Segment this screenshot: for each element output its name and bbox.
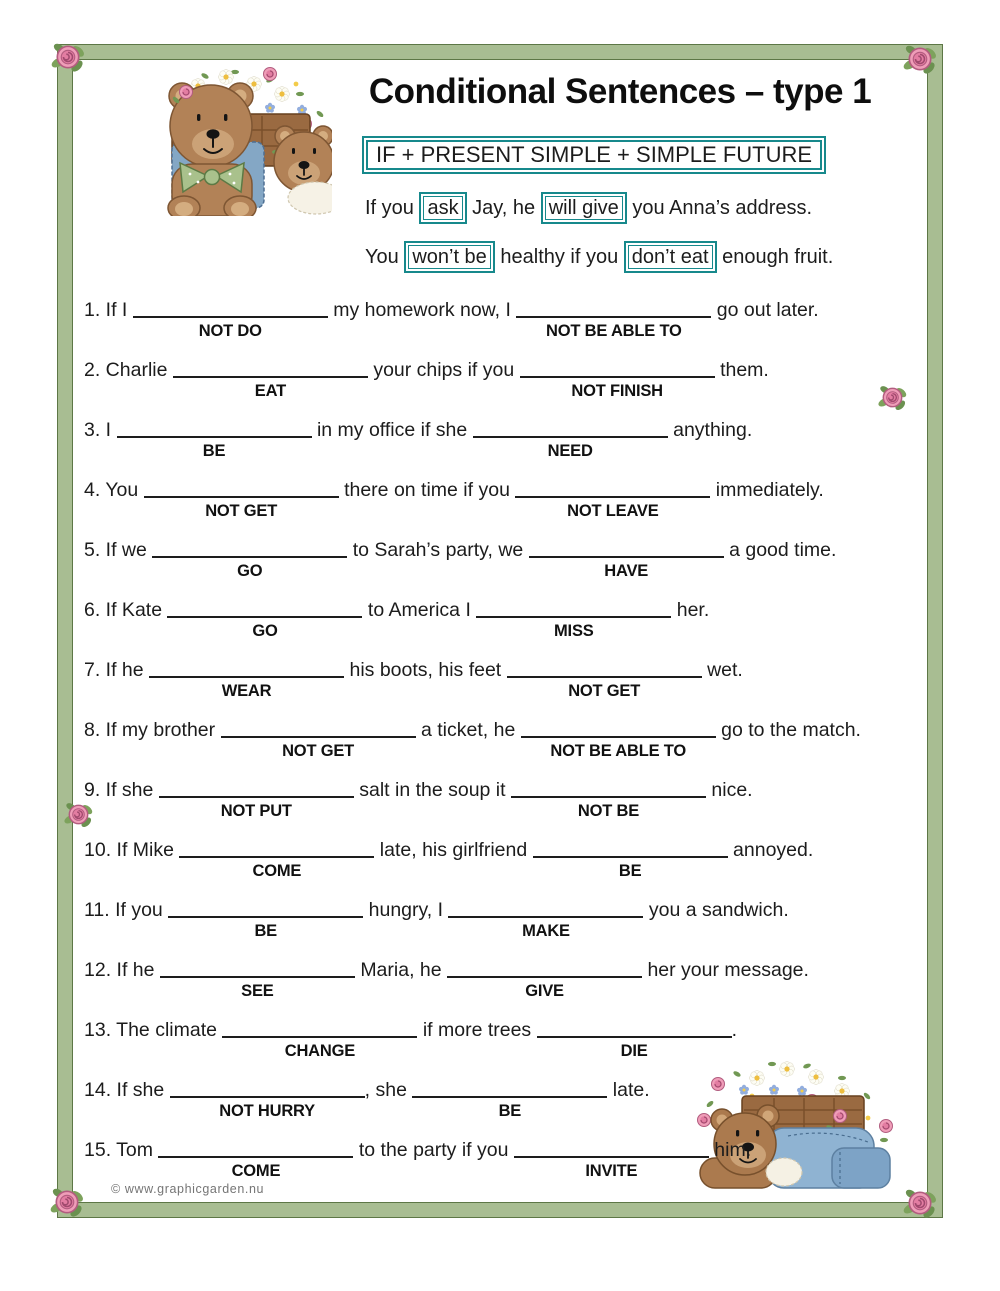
sentence-text: in my office if she (316, 419, 468, 441)
sentence-text: salt in the soup it (359, 779, 506, 801)
verb-hint: GO (252, 622, 278, 640)
sentence-text: to the party if you (358, 1139, 509, 1161)
answer-blank[interactable] (521, 718, 716, 760)
sentence-text: them. (720, 359, 769, 381)
exercise-item (84, 657, 929, 717)
sentence-text: 9. If she (84, 779, 154, 801)
answer-blank[interactable] (516, 298, 711, 340)
example-text: healthy if you (500, 246, 619, 268)
answer-blank[interactable] (167, 598, 362, 640)
sentence-text: . (731, 1019, 738, 1041)
answer-blank[interactable] (221, 718, 416, 760)
answer-blank[interactable] (133, 298, 328, 340)
answer-blank[interactable] (159, 778, 354, 820)
sentence-text: Maria, he (360, 959, 442, 981)
answer-blank[interactable] (152, 538, 347, 580)
example-text: Jay, he (472, 197, 536, 219)
answer-blank[interactable] (160, 958, 355, 1000)
sentence-text: her. (676, 599, 710, 621)
verb-hint: CHANGE (284, 1042, 356, 1060)
answer-blank[interactable] (476, 598, 671, 640)
verb-hint: MAKE (522, 922, 570, 940)
sentence-text: her your message. (647, 959, 809, 981)
answer-blank[interactable] (447, 958, 642, 1000)
verb-hint: NOT BE ABLE TO (550, 742, 687, 760)
sentence-text: immediately. (715, 479, 824, 501)
verb-hint: NOT BE ABLE TO (546, 322, 682, 340)
sentence-text: 2. Charlie (84, 359, 168, 381)
exercise-item (84, 297, 929, 357)
answer-blank[interactable] (448, 898, 643, 940)
verb-hint: INVITE (585, 1162, 638, 1180)
verb-hint: NOT PUT (220, 802, 292, 820)
sentence-text: nice. (711, 779, 753, 801)
sentence-text: him. (714, 1139, 752, 1161)
answer-blank[interactable] (529, 538, 724, 580)
sentence-text: 7. If he (84, 659, 144, 681)
sentence-text: 12. If he (84, 959, 155, 981)
answer-blank[interactable] (179, 838, 374, 880)
boxed-verb: will give (541, 192, 627, 224)
sentence-text: hungry, I (368, 899, 444, 921)
answer-blank[interactable] (511, 778, 706, 820)
verb-hint: NOT BE (577, 802, 640, 820)
sentence-text: my homework now, I (333, 299, 511, 321)
sentence-text: 13. The climate (84, 1019, 217, 1041)
exercise-item (84, 1017, 929, 1077)
verb-hint: NOT LEAVE (567, 502, 659, 520)
verb-hint: GIVE (525, 982, 564, 1000)
answer-blank[interactable] (149, 658, 344, 700)
sentence-text: 1. If I (84, 299, 128, 321)
exercise-item (84, 897, 929, 957)
rose-icon (902, 1185, 938, 1221)
sentence-text: 10. If Mike (84, 839, 174, 861)
answer-blank[interactable] (144, 478, 339, 520)
verb-hint: WEAR (221, 682, 272, 700)
sentence-text: late, his girlfriend (379, 839, 528, 861)
example-text: you Anna’s address. (632, 197, 813, 219)
example-text: If you (365, 197, 414, 219)
verb-hint: MISS (554, 622, 594, 640)
verb-hint: DIE (620, 1042, 648, 1060)
sentence-text: to America I (367, 599, 471, 621)
sentence-text: there on time if you (344, 479, 510, 501)
rose-icon (49, 1184, 85, 1220)
verb-hint: HAVE (604, 562, 649, 580)
rose-icon (50, 39, 86, 75)
verb-hint: BE (202, 442, 226, 460)
answer-blank[interactable] (222, 1018, 417, 1060)
sentence-text: wet. (707, 659, 743, 681)
sentence-text: 4. You (84, 479, 139, 501)
sentence-text: a ticket, he (420, 719, 516, 741)
answer-blank[interactable] (473, 418, 668, 460)
exercise-item (84, 597, 929, 657)
sentence-text: if more trees (422, 1019, 532, 1041)
answer-blank[interactable] (515, 478, 710, 520)
verb-hint: NOT GET (568, 682, 641, 700)
exercise-item (84, 777, 929, 837)
verb-hint: BE (254, 922, 277, 940)
sentence-text: to Sarah’s party, we (352, 539, 524, 561)
sentence-text: 3. I (84, 419, 112, 441)
answer-blank[interactable] (173, 358, 368, 400)
sentence-text: , she (364, 1079, 407, 1101)
verb-hint: SEE (241, 982, 274, 1000)
verb-hint: NOT GET (282, 742, 355, 760)
sentence-text: 8. If my brother (84, 719, 216, 741)
verb-hint: BE (618, 862, 642, 880)
answer-blank[interactable] (168, 898, 363, 940)
exercise-item (84, 717, 929, 777)
example-text: enough fruit. (722, 246, 834, 268)
answer-blank[interactable] (170, 1078, 365, 1120)
sentence-text: anything. (673, 419, 753, 441)
rose-icon (63, 799, 94, 830)
verb-hint: NOT FINISH (571, 382, 663, 400)
sentence-text: you a sandwich. (648, 899, 789, 921)
example-text: You (365, 246, 399, 268)
verb-hint: GO (237, 562, 263, 580)
exercise-item (84, 1077, 929, 1137)
page-title: Conditional Sentences – type 1 (368, 72, 872, 111)
exercise-item (84, 357, 929, 417)
answer-blank[interactable] (507, 658, 702, 700)
grammar-rule-box (362, 136, 826, 174)
verb-hint: NOT HURRY (219, 1102, 315, 1120)
rose-icon (902, 41, 938, 77)
sentence-text: your chips if you (373, 359, 515, 381)
exercise-item (84, 477, 929, 537)
copyright-text: © www.graphicgarden.nu (111, 1182, 265, 1196)
sentence-text: 15. Tom (84, 1139, 154, 1161)
teddy-bears-flower-basket-image (80, 64, 332, 216)
answer-blank[interactable] (533, 838, 728, 880)
rose-icon (877, 382, 908, 413)
answer-blank[interactable] (537, 1018, 732, 1060)
exercise-list (84, 297, 929, 1197)
exercise-item (84, 957, 929, 1017)
example-sentence (365, 241, 833, 271)
verb-hint: NOT GET (205, 502, 278, 520)
exercise-item (84, 537, 929, 597)
answer-blank[interactable] (158, 1138, 353, 1180)
grammar-rule-text: IF + PRESENT SIMPLE + SIMPLE FUTURE (376, 142, 813, 167)
example-sentences (365, 192, 833, 290)
sentence-text: late. (612, 1079, 650, 1101)
answer-blank[interactable] (514, 1138, 709, 1180)
sentence-text: a good time. (729, 539, 837, 561)
answer-blank[interactable] (520, 358, 715, 400)
sentence-text: 5. If we (84, 539, 147, 561)
boxed-verb: don’t eat (624, 241, 717, 273)
verb-hint: NEED (547, 442, 593, 460)
exercise-item (84, 417, 929, 477)
boxed-verb: ask (419, 192, 466, 224)
example-sentence (365, 192, 833, 222)
sentence-text: go out later. (716, 299, 819, 321)
verb-hint: EAT (254, 382, 286, 400)
verb-hint: COME (231, 1162, 281, 1180)
sentence-text: 14. If she (84, 1079, 165, 1101)
verb-hint: BE (498, 1102, 522, 1120)
verb-hint: COME (252, 862, 302, 880)
sentence-text: his boots, his feet (349, 659, 502, 681)
answer-blank[interactable] (412, 1078, 607, 1120)
exercise-item (84, 837, 929, 897)
sentence-text: go to the match. (721, 719, 861, 741)
sentence-text: 11. If you (84, 899, 163, 921)
sentence-text: annoyed. (733, 839, 814, 861)
verb-hint: NOT DO (198, 322, 262, 340)
answer-blank[interactable] (117, 418, 312, 460)
boxed-verb: won’t be (404, 241, 495, 273)
sentence-text: 6. If Kate (84, 599, 163, 621)
